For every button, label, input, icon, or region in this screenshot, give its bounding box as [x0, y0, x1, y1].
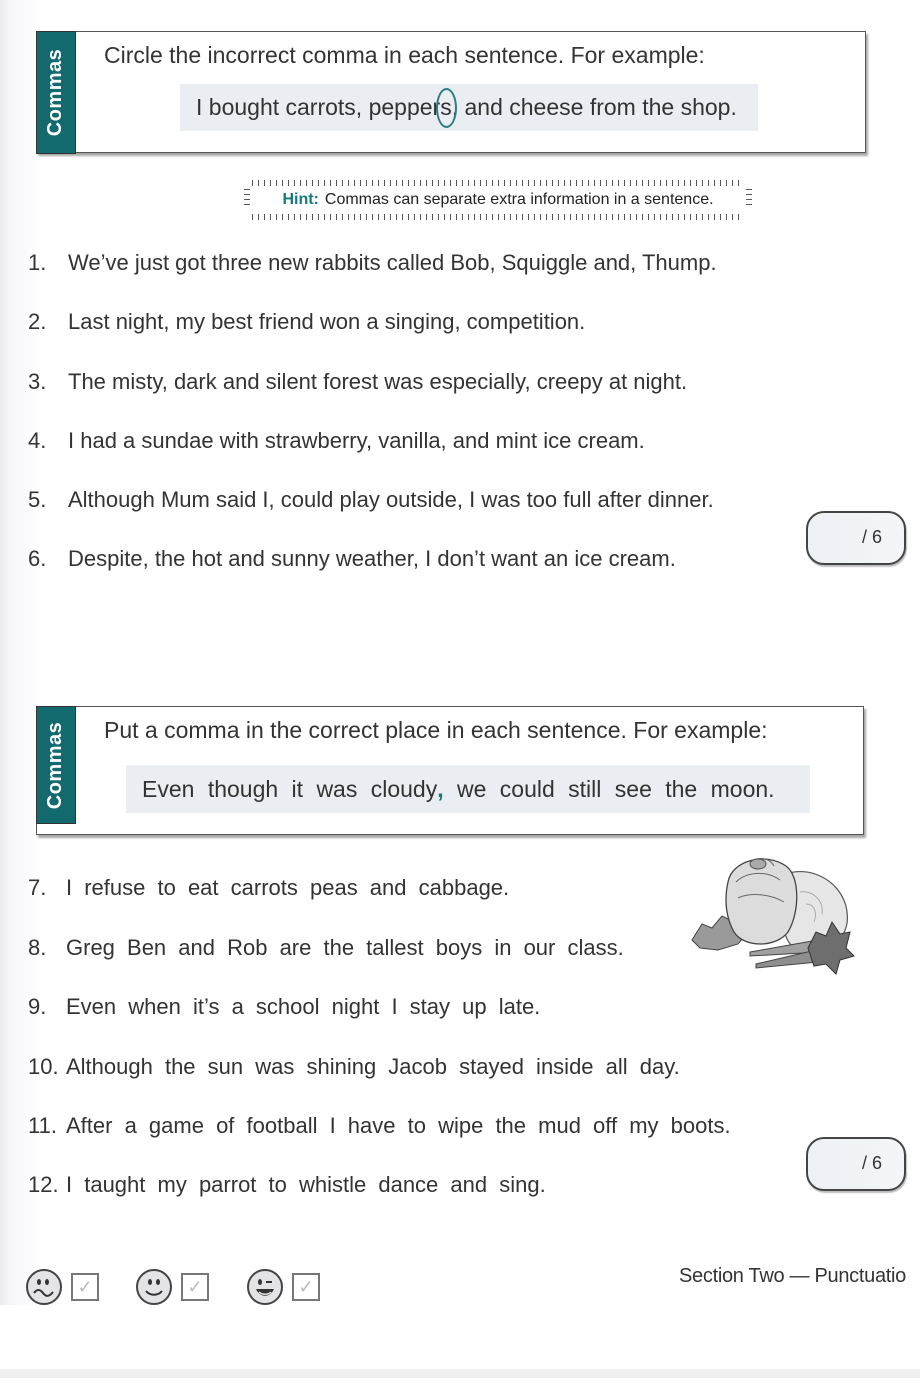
- question-10[interactable]: 10. Although the sun was shining Jacob stayed inside all day.: [28, 1054, 680, 1079]
- instruction-text-1: Circle the incorrect comma in each sentence. For example:: [104, 42, 705, 68]
- question-1[interactable]: 1. We’ve just got three new rabbits called Bob, Squiggle and, Thump.: [28, 250, 717, 275]
- example-sentence-2: Even though it was cloudy , we could still see the moon.: [126, 765, 810, 813]
- example-sentence-1: I bought carrots, pepper s, and cheese from the shop.: [180, 84, 758, 131]
- self-assessment-2: [135, 1268, 209, 1306]
- question-9[interactable]: 9. Even when it’s a school night I stay up late.: [28, 994, 541, 1019]
- checkbox-happy[interactable]: ✓: [292, 1273, 320, 1301]
- checkbox-worried[interactable]: ✓: [71, 1273, 99, 1301]
- hint-box: [244, 178, 752, 222]
- section-tab-label: Commas: [44, 48, 67, 137]
- happy-wink-face-icon: [246, 1268, 284, 1306]
- section-tab-1: [36, 31, 76, 154]
- page-gutter: [10, 0, 40, 1305]
- score-total: / 6: [861, 1152, 882, 1173]
- score-box-1[interactable]: [806, 511, 906, 565]
- self-assessment-1: [25, 1268, 99, 1306]
- section-tab-label: Commas: [44, 721, 67, 809]
- ok-face-icon: [135, 1268, 173, 1306]
- inserted-comma: ,: [437, 775, 444, 802]
- worried-face-icon: [25, 1268, 63, 1306]
- question-5[interactable]: 5. Although Mum said I, could play outside, I was too full after dinner.: [28, 487, 714, 512]
- hint-border-left: [244, 189, 250, 209]
- hint-text: Commas can separate extra information in a sentence.: [324, 191, 714, 208]
- bottom-divider: [0, 1369, 920, 1378]
- question-7[interactable]: 7. I refuse to eat carrots peas and cabbage.: [28, 875, 510, 900]
- question-2[interactable]: 2. Last night, my best friend won a singing, competition.: [28, 309, 586, 334]
- question-4[interactable]: 4. I had a sundae with strawberry, vanilla, and mint ice cream.: [28, 428, 645, 453]
- hint-border-right: [746, 189, 752, 209]
- question-11[interactable]: 11. After a game of football I have to wipe the mud off my boots.: [28, 1113, 731, 1138]
- checkbox-ok[interactable]: ✓: [181, 1273, 209, 1301]
- question-3[interactable]: 3. The misty, dark and silent forest was especially, creepy at night.: [28, 369, 688, 394]
- section-footer: Section Two — Punctuatio: [679, 1265, 907, 1287]
- score-total: / 6: [861, 526, 882, 547]
- question-12[interactable]: 12. I taught my parrot to whistle dance and sing.: [28, 1172, 546, 1197]
- self-assessment-3: [246, 1268, 320, 1306]
- page-edge: [0, 0, 10, 1305]
- section-tab-2: [36, 706, 76, 824]
- circled-comma: s,: [440, 94, 459, 120]
- question-6[interactable]: 6. Despite, the hot and sunny weather, I don’t want an ice cream.: [28, 546, 676, 571]
- hint-border-bottom: [252, 214, 744, 220]
- hint-border-top: [252, 180, 744, 186]
- question-8[interactable]: 8. Greg Ben and Rob are the tallest boys in our class.: [28, 935, 624, 960]
- hint-label: Hint:: [282, 191, 319, 208]
- instruction-text-2: Put a comma in the correct place in each sentence. For example:: [104, 717, 768, 743]
- score-box-2[interactable]: [806, 1137, 906, 1191]
- vegetables-illustration: [688, 852, 858, 977]
